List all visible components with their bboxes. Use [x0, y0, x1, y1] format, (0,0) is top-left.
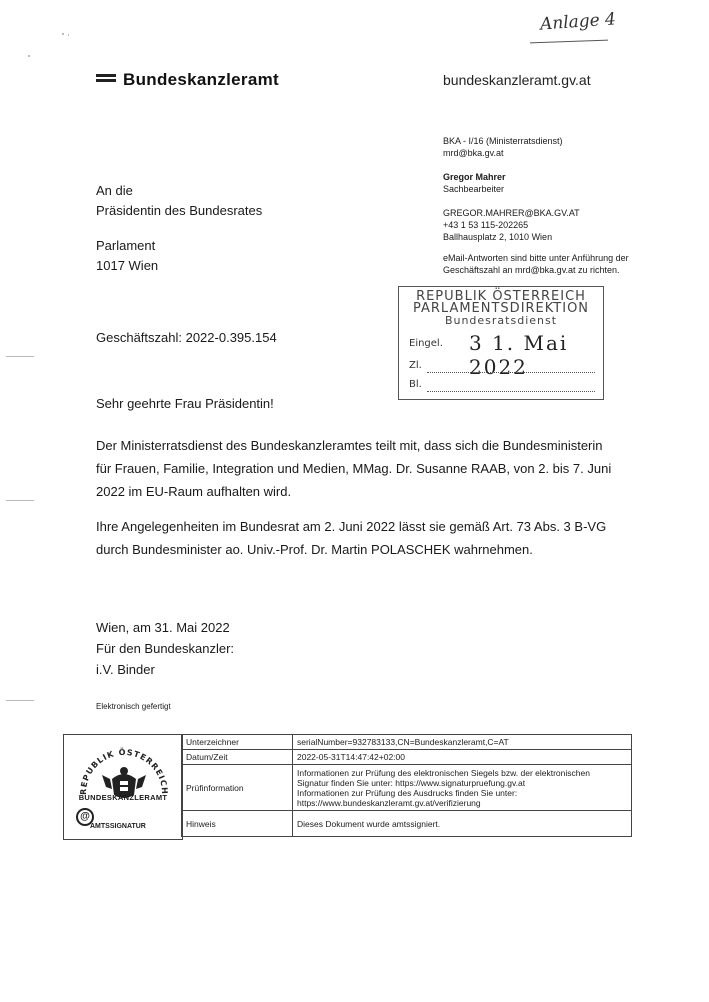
stamp-date: 3 1. Mai 2022	[469, 331, 569, 379]
sender-name: Gregor Mahrer	[443, 172, 506, 182]
recipient-line: 1017 Wien	[96, 258, 159, 273]
paragraph-line: für Frauen, Familie, Integration und Medien, MMag. Dr. Susanne RAAB, von 2. bis 7. Juni	[96, 461, 612, 476]
signature-value-line: serialNumber=932783133,CN=Bundeskanzleramt,C=AT	[297, 737, 509, 747]
closing-signer: i.V. Binder	[96, 662, 155, 677]
signature-label: Prüfinformation	[182, 765, 293, 811]
sender-note-line1: eMail-Antworten sind bitte unter Anführung der	[443, 253, 629, 263]
fold-mark	[6, 700, 34, 701]
closing-for-line: Für den Bundeskanzler:	[96, 641, 235, 656]
signature-value-line: Informationen zur Prüfung des Ausdrucks finden Sie unter:	[297, 787, 518, 798]
electronic-note: Elektronisch gefertigt	[96, 702, 171, 711]
signature-value	[293, 765, 632, 811]
handwritten-annotation: Anlage 4	[539, 9, 617, 35]
recipient-line: Präsidentin des Bundesrates	[96, 203, 263, 218]
paragraph-2	[96, 515, 656, 561]
fold-mark	[6, 356, 34, 357]
sender-dept-email: mrd@bka.gv.at	[443, 148, 504, 158]
signature-row	[182, 765, 632, 811]
closing-block	[96, 617, 234, 680]
signature-value-line: https://www.bundeskanzleramt.gv.at/verifizierung	[297, 797, 481, 808]
signature-value	[293, 750, 632, 765]
signature-value	[293, 811, 632, 837]
stamp-republic: REPUBLIK ÖSTERREICH	[416, 289, 586, 304]
sender-email: GREGOR.MAHRER@BKA.GV.AT	[443, 208, 580, 218]
stamp-zl-label: Zl.	[409, 360, 422, 371]
scan-speck	[68, 34, 69, 36]
signature-value-line: 2022-05-31T14:47:42+02:00	[297, 752, 405, 762]
signature-seal	[63, 734, 183, 840]
sender-role: Sachbearbeiter	[443, 184, 505, 194]
sender-note-line2: Geschäftszahl an mrd@bka.gv.at zu richten.	[443, 265, 620, 275]
signature-label: Unterzeichner	[182, 735, 293, 750]
signature-value-line: Informationen zur Prüfung des elektronischen Siegels bzw. der elektronischen	[297, 767, 590, 778]
seal-ring-text: REPUBLIK ÖSTERREICH	[78, 747, 170, 796]
paragraph-line: 2022 im EU-Raum aufhalten wird.	[96, 484, 292, 499]
scan-speck	[28, 55, 30, 57]
signature-label: Hinweis	[182, 811, 293, 837]
sender-address: Ballhausplatz 2, 1010 Wien	[443, 232, 553, 242]
signature-row	[182, 735, 632, 750]
seal-type: AMTSSIGNATUR	[90, 823, 146, 830]
received-stamp	[398, 286, 604, 400]
signature-value	[293, 735, 632, 750]
salutation: Sehr geehrte Frau Präsidentin!	[96, 396, 274, 411]
at-sign-icon: @	[76, 808, 94, 826]
sender-phone: +43 1 53 115-202265	[443, 220, 529, 230]
fold-mark	[6, 500, 34, 501]
header-logo	[96, 70, 336, 92]
stamp-parliament: PARLAMENTSDIREKTION	[412, 301, 590, 316]
paragraph-line: Ihre Angelegenheiten im Bundesrat am 2. Juni 2022 lässt sie gemäß Art. 73 Abs. 3 B-VG	[96, 519, 607, 534]
paragraph-1	[96, 434, 656, 503]
stamp-department: Bundesratsdienst	[444, 314, 558, 327]
recipient-line: Parlament	[96, 238, 156, 253]
sender-department: BKA - I/16 (Ministerratsdienst)	[443, 136, 563, 146]
scan-speck	[62, 33, 64, 35]
stamp-bl-label: Bl.	[409, 379, 422, 390]
stamp-bl-line	[427, 390, 595, 392]
logo-text: Bundeskanzleramt	[123, 70, 279, 89]
sender-block	[443, 135, 653, 276]
signature-row	[182, 811, 632, 837]
stamp-eingel-label: Eingel.	[409, 338, 443, 349]
signature-table	[181, 734, 632, 837]
signature-label: Datum/Zeit	[182, 750, 293, 765]
seal-org: BUNDESKANZLERAMT	[78, 793, 168, 802]
logo-bars-icon	[96, 74, 116, 84]
signature-value-line: Signatur finden Sie unter: https://www.signaturpruefung.gv.at	[297, 777, 526, 788]
signature-row	[182, 750, 632, 765]
closing-place-date: Wien, am 31. Mai 2022	[96, 620, 230, 635]
paragraph-line: Der Ministerratsdienst des Bundeskanzleramtes teilt mit, dass sich die Bundesministerin	[96, 438, 603, 453]
signature-value-line: Dieses Dokument wurde amtssigniert.	[297, 818, 441, 829]
stamp-zl-line	[427, 371, 595, 373]
paragraph-line: durch Bundesminister ao. Univ.-Prof. Dr. Martin POLASCHEK wahrnehmen.	[96, 542, 533, 557]
reference-number: Geschäftszahl: 2022-0.395.154	[96, 330, 277, 345]
recipient-line: An die	[96, 183, 133, 198]
handwritten-underline	[530, 40, 608, 44]
header-website: bundeskanzleramt.gv.at	[443, 72, 591, 88]
recipient-block	[96, 181, 262, 276]
